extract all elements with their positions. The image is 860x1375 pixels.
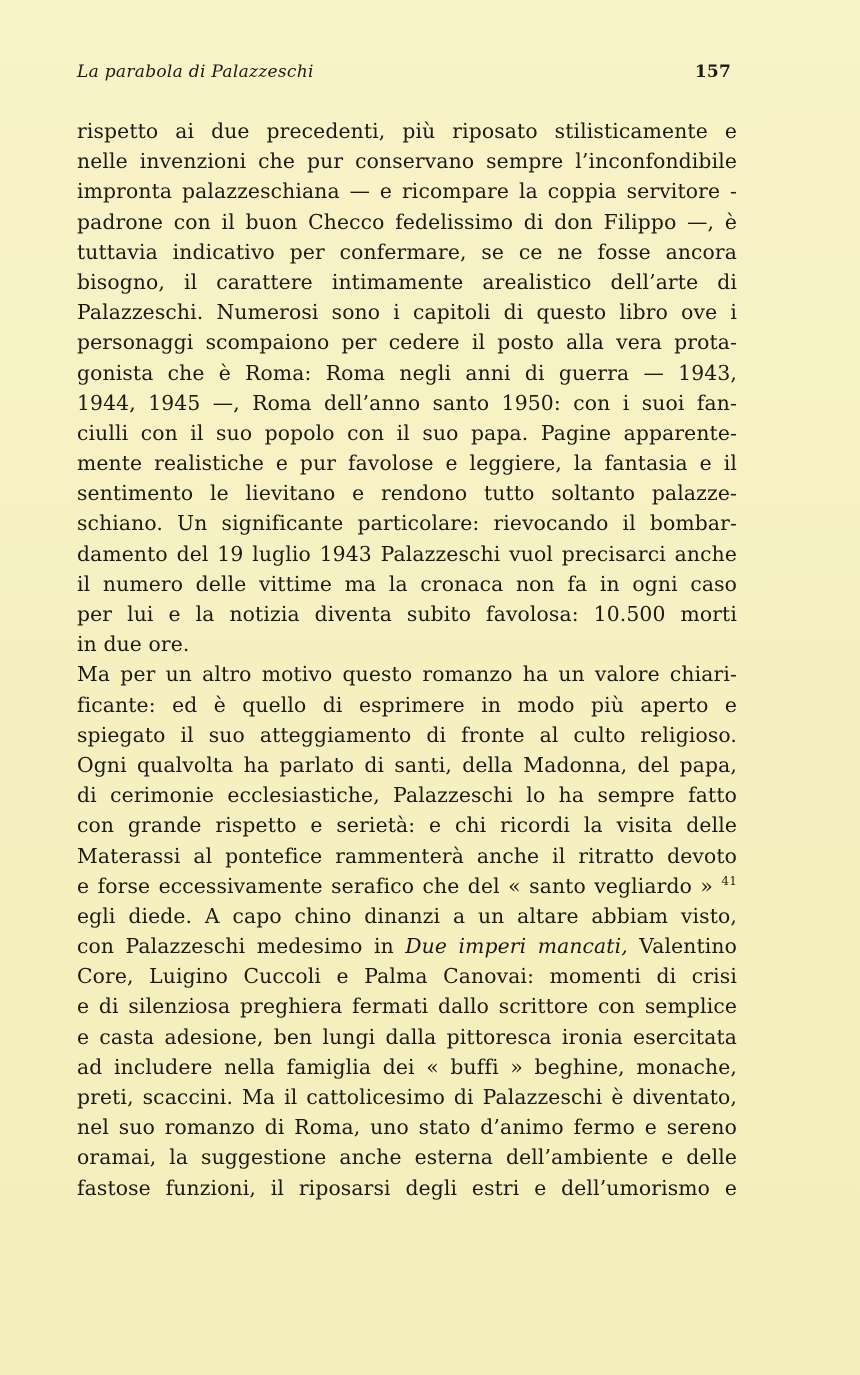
text-line: padrone con il buon Checco fedelissimo di don Filippo —, è: [77, 209, 737, 234]
text-line: e casta adesione, ben lungi dalla pittoresca ironia esercitata: [77, 1024, 737, 1049]
text-line-segment: con Palazzeschi medesimo in: [77, 934, 406, 959]
text-line: personaggi scompaiono per cedere il posto alla vera prota-: [77, 330, 737, 355]
text-line-segment: Valentino: [627, 934, 737, 959]
text-line: schiano. Un significante particolare: rievocando il bombar-: [77, 511, 737, 536]
text-line: con grande rispetto e serietà: e chi ricordi la visita delle: [77, 813, 737, 838]
running-head: [77, 58, 731, 86]
text-line: Core, Luigino Cuccoli e Palma Canovai: momenti di crisi: [77, 964, 737, 989]
body-text: [77, 116, 737, 1203]
footnote-marker: 41: [721, 873, 737, 888]
text-line: e di silenziosa preghiera fermati dallo scrittore con semplice: [77, 994, 737, 1019]
text-line: oramai, la suggestione anche esterna dell’ambiente e delle: [77, 1145, 737, 1170]
text-line: Materassi al pontefice rammenterà anche il ritratto devoto: [77, 843, 737, 868]
text-line: in due ore.: [77, 632, 190, 657]
text-line: ficante: ed è quello di esprimere in modo più aperto e: [77, 692, 737, 717]
text-line: tuttavia indicativo per confermare, se ce ne fosse ancora: [77, 239, 737, 264]
work-title: Due imperi mancati,: [405, 934, 628, 959]
text-line: damento del 19 luglio 1943 Palazzeschi vuol precisarci anche: [77, 541, 737, 566]
text-line: nel suo romanzo di Roma, uno stato d’animo fermo e sereno: [77, 1115, 737, 1140]
text-line: sentimento le lievitano e rendono tutto soltanto palazze-: [77, 481, 737, 506]
text-line: egli diede. A capo chino dinanzi a un altare abbiam visto,: [77, 903, 737, 928]
text-line: rispetto ai due precedenti, più riposato stilisticamente e: [77, 119, 737, 143]
page-number: 157: [694, 62, 731, 82]
text-line: impronta palazzeschiana — e ricompare la coppia servitore -: [77, 179, 737, 204]
text-line: mente realistiche e pur favolose e leggiere, la fantasia e il: [77, 451, 737, 476]
text-line-segment: e forse eccessivamente serafico che del « santo vegliardo »: [77, 873, 713, 898]
text-line: di cerimonie ecclesiastiche, Palazzeschi lo ha sempre fatto: [77, 783, 737, 808]
text-line: 1944, 1945 —, Roma dell’anno santo 1950: con i suoi fan-: [77, 390, 737, 415]
text-line: il numero delle vittime ma la cronaca non fa in ogni caso: [77, 571, 737, 596]
text-line: preti, scaccini. Ma il cattolicesimo di Palazzeschi è diventato,: [77, 1085, 737, 1109]
text-line: Ogni qualvolta ha parlato di santi, della Madonna, del papa,: [77, 752, 737, 777]
running-title: La parabola di Palazzeschi: [77, 62, 314, 82]
text-line: Ma per un altro motivo questo romanzo ha un valore chiari-: [77, 662, 737, 687]
text-line: gonista che è Roma: Roma negli anni di guerra — 1943,: [77, 360, 737, 385]
text-line: Palazzeschi. Numerosi sono i capitoli di questo libro ove i: [77, 300, 737, 325]
text-line: per lui e la notizia diventa subito favolosa: 10.500 morti: [77, 602, 737, 626]
text-line: spiegato il suo atteggiamento di fronte al culto religioso.: [77, 722, 737, 747]
text-line: fastose funzioni, il riposarsi degli estri e dell’umorismo e: [77, 1175, 737, 1200]
text-line: nelle invenzioni che pur conservano sempre l’inconfondibile: [77, 149, 737, 174]
text-line: ad includere nella famiglia dei « buffi » beghine, monache,: [77, 1054, 737, 1079]
text-line-with-title: [77, 931, 737, 961]
text-line-with-note: [77, 871, 737, 901]
text-line: ciulli con il suo popolo con il suo papa. Pagine apparente-: [77, 420, 737, 445]
text-line: bisogno, il carattere intimamente arealistico dell’arte di: [77, 269, 737, 294]
